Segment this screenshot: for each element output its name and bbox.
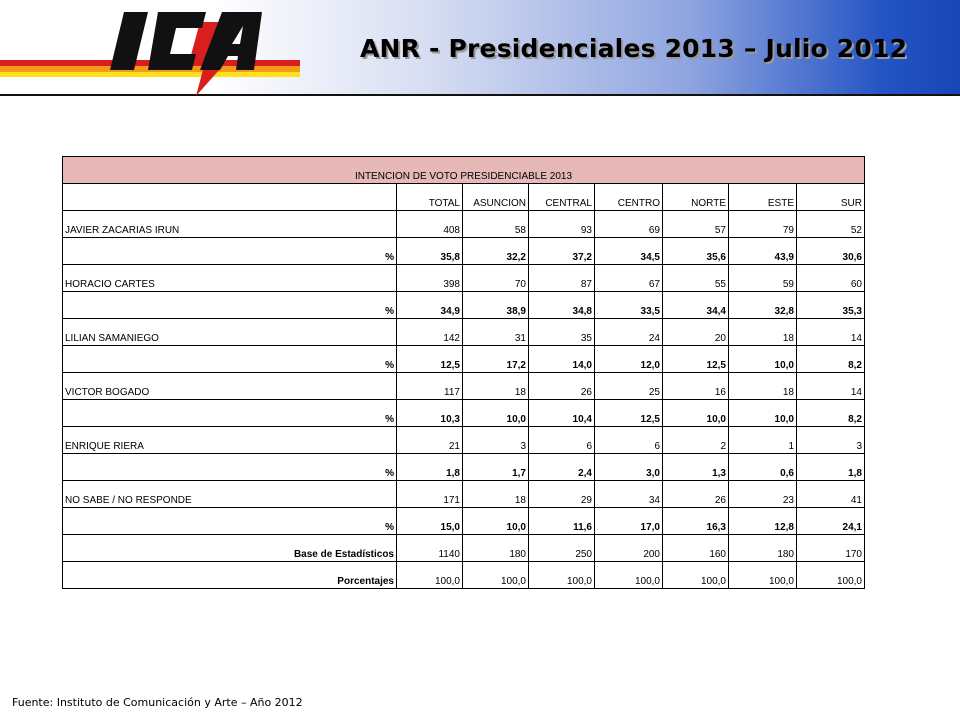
table-cell: 0,6 — [729, 454, 797, 481]
column-header: ASUNCION — [463, 184, 529, 211]
table-cell: 18 — [463, 373, 529, 400]
table-cell: 1,3 — [663, 454, 729, 481]
table-cell: 21 — [397, 427, 463, 454]
table-cell: 59 — [729, 265, 797, 292]
percent-row — [63, 238, 865, 265]
logo-text: ICA — [150, 90, 152, 91]
table-cell: 142 — [397, 319, 463, 346]
percent-row — [63, 400, 865, 427]
candidate-row — [63, 427, 865, 454]
table-cell: 20 — [663, 319, 729, 346]
percent-label: % — [63, 454, 397, 481]
table-cell: 34 — [595, 481, 663, 508]
table-cell: 2,4 — [529, 454, 595, 481]
table-cell: 398 — [397, 265, 463, 292]
table-cell: 29 — [529, 481, 595, 508]
table-cell: 100,0 — [463, 562, 529, 589]
table-cell: 60 — [797, 265, 865, 292]
table-cell: 41 — [797, 481, 865, 508]
percent-row — [63, 454, 865, 481]
table-cell: 32,2 — [463, 238, 529, 265]
table-cell: 14 — [797, 319, 865, 346]
candidate-row — [63, 319, 865, 346]
candidate-name: LILIAN SAMANIEGO — [63, 319, 397, 346]
table-cell: 3 — [797, 427, 865, 454]
table-cell: 79 — [729, 211, 797, 238]
column-header: ESTE — [729, 184, 797, 211]
table-cell: 12,0 — [595, 346, 663, 373]
table-cell: 30,6 — [797, 238, 865, 265]
table-cell: 180 — [463, 535, 529, 562]
table-cell: 16,3 — [663, 508, 729, 535]
summary-row — [63, 562, 865, 589]
table-cell: 55 — [663, 265, 729, 292]
summary-label: Porcentajes — [63, 562, 397, 589]
table-cell: 171 — [397, 481, 463, 508]
candidate-row — [63, 373, 865, 400]
table-cell: 34,8 — [529, 292, 595, 319]
table-cell: 3,0 — [595, 454, 663, 481]
table-cell: 100,0 — [663, 562, 729, 589]
table-cell: 24 — [595, 319, 663, 346]
table-cell: 15,0 — [397, 508, 463, 535]
table-cell: 100,0 — [729, 562, 797, 589]
table-cell: 18 — [463, 481, 529, 508]
table-cell: 32,8 — [729, 292, 797, 319]
table-cell: 17,2 — [463, 346, 529, 373]
summary-label: Base de Estadísticos — [63, 535, 397, 562]
table-cell: 38,9 — [463, 292, 529, 319]
page-title: ANR - Presidenciales 2013 – Julio 2012 — [360, 34, 908, 63]
column-header: CENTRAL — [529, 184, 595, 211]
percent-label: % — [63, 346, 397, 373]
table-cell: 18 — [729, 373, 797, 400]
percent-label: % — [63, 400, 397, 427]
table-cell: 8,2 — [797, 400, 865, 427]
table-cell: 2 — [663, 427, 729, 454]
column-header-row — [63, 184, 865, 211]
table-cell: 1,8 — [397, 454, 463, 481]
table-cell: 69 — [595, 211, 663, 238]
candidate-name: NO SABE / NO RESPONDE — [63, 481, 397, 508]
source-note: Fuente: Instituto de Comunicación y Arte – Año 2012 — [12, 696, 303, 709]
table-cell: 87 — [529, 265, 595, 292]
table-cell: 26 — [529, 373, 595, 400]
candidate-row — [63, 481, 865, 508]
table-cell: 10,0 — [463, 508, 529, 535]
table-title: INTENCION DE VOTO PRESIDENCIABLE 2013 — [63, 157, 865, 184]
table-cell: 34,9 — [397, 292, 463, 319]
table-cell: 35 — [529, 319, 595, 346]
table-cell: 14 — [797, 373, 865, 400]
percent-label: % — [63, 238, 397, 265]
table-cell: 16 — [663, 373, 729, 400]
logo-stripe-yellow — [0, 72, 300, 77]
table-cell: 12,5 — [397, 346, 463, 373]
table-cell: 24,1 — [797, 508, 865, 535]
table-cell: 35,6 — [663, 238, 729, 265]
table-cell: 10,0 — [729, 346, 797, 373]
column-header: NORTE — [663, 184, 729, 211]
table-cell: 10,0 — [663, 400, 729, 427]
percent-row — [63, 292, 865, 319]
table-cell: 35,8 — [397, 238, 463, 265]
percent-label: % — [63, 508, 397, 535]
table-cell: 33,5 — [595, 292, 663, 319]
table-cell: 6 — [595, 427, 663, 454]
table-cell: 180 — [729, 535, 797, 562]
table-cell: 1,7 — [463, 454, 529, 481]
ica-logo — [0, 0, 300, 96]
table-cell: 17,0 — [595, 508, 663, 535]
column-header: SUR — [797, 184, 865, 211]
table-cell: 43,9 — [729, 238, 797, 265]
table-cell: 8,2 — [797, 346, 865, 373]
table-cell: 52 — [797, 211, 865, 238]
table-cell: 10,0 — [463, 400, 529, 427]
table-cell: 93 — [529, 211, 595, 238]
table-cell: 100,0 — [397, 562, 463, 589]
table-cell: 10,0 — [729, 400, 797, 427]
column-header-empty — [63, 184, 397, 211]
table-cell: 12,5 — [663, 346, 729, 373]
candidate-name: ENRIQUE RIERA — [63, 427, 397, 454]
table-cell: 6 — [529, 427, 595, 454]
table-cell: 100,0 — [529, 562, 595, 589]
table-cell: 100,0 — [595, 562, 663, 589]
candidate-name: HORACIO CARTES — [63, 265, 397, 292]
table-cell: 67 — [595, 265, 663, 292]
candidate-name: JAVIER ZACARIAS IRUN — [63, 211, 397, 238]
table-title-row — [63, 157, 865, 184]
table-cell: 18 — [729, 319, 797, 346]
table-cell: 12,5 — [595, 400, 663, 427]
table-cell: 31 — [463, 319, 529, 346]
table-cell: 10,3 — [397, 400, 463, 427]
candidate-name: VICTOR BOGADO — [63, 373, 397, 400]
table-cell: 3 — [463, 427, 529, 454]
table-cell: 1,8 — [797, 454, 865, 481]
table-cell: 250 — [529, 535, 595, 562]
table-cell: 37,2 — [529, 238, 595, 265]
table-cell: 14,0 — [529, 346, 595, 373]
table-cell: 10,4 — [529, 400, 595, 427]
table-cell: 23 — [729, 481, 797, 508]
table-cell: 1 — [729, 427, 797, 454]
table-cell: 35,3 — [797, 292, 865, 319]
table-cell: 25 — [595, 373, 663, 400]
table-cell: 34,4 — [663, 292, 729, 319]
table-cell: 57 — [663, 211, 729, 238]
column-header: CENTRO — [595, 184, 663, 211]
table-cell: 117 — [397, 373, 463, 400]
table-cell: 1140 — [397, 535, 463, 562]
summary-row — [63, 535, 865, 562]
table-cell: 34,5 — [595, 238, 663, 265]
vote-intention-table — [62, 156, 865, 589]
percent-row — [63, 346, 865, 373]
table-cell: 100,0 — [797, 562, 865, 589]
table-cell: 160 — [663, 535, 729, 562]
table-cell: 70 — [463, 265, 529, 292]
column-header: TOTAL — [397, 184, 463, 211]
table-cell: 12,8 — [729, 508, 797, 535]
table-cell: 408 — [397, 211, 463, 238]
percent-label: % — [63, 292, 397, 319]
percent-row — [63, 508, 865, 535]
table-cell: 170 — [797, 535, 865, 562]
table-cell: 26 — [663, 481, 729, 508]
candidate-row — [63, 265, 865, 292]
table-cell: 11,6 — [529, 508, 595, 535]
candidate-row — [63, 211, 865, 238]
table-cell: 200 — [595, 535, 663, 562]
table-cell: 58 — [463, 211, 529, 238]
